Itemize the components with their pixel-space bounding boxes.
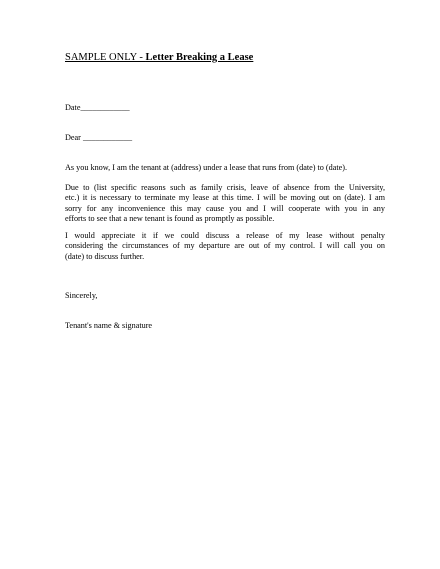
salutation-line: Dear ____________ (65, 133, 133, 142)
paragraph-reasons-line-2: etc.) it is necessary to terminate my lease at this time. I will be moving out on (date). I am (65, 193, 385, 203)
title-main: Letter Breaking a Lease (145, 52, 254, 63)
paragraph-discussion-line-3: (date) to discuss further. (65, 251, 145, 261)
paragraph-intro: As you know, I am the tenant at (address) under a lease that runs from (date) to (date). (65, 163, 348, 172)
paragraph-reasons-line-3: sorry for any inconvenience this may cause you and I will cooperate with you in any (65, 203, 385, 213)
signature-line: Tenant's name & signature (65, 321, 153, 330)
paragraph-reasons-line-4: efforts to see that a new tenant is found as promptly as possible. (65, 214, 275, 224)
date-line: Date____________ (65, 103, 130, 112)
letter-title (65, 51, 253, 64)
title-prefix: SAMPLE ONLY - (65, 52, 146, 63)
paragraph-discussion (65, 231, 385, 262)
paragraph-discussion-line-2: considering the circumstances of my departure are out of my control. I will call you on (65, 241, 385, 251)
paragraph-discussion-line-1: I would appreciate it if we could discuss a release of my lease without penalty (65, 231, 385, 240)
closing-line: Sincerely, (65, 291, 98, 300)
paragraph-reasons-line-1: Due to (list specific reasons such as family crisis, leave of absence from the University, (65, 183, 385, 192)
paragraph-reasons (65, 183, 385, 225)
